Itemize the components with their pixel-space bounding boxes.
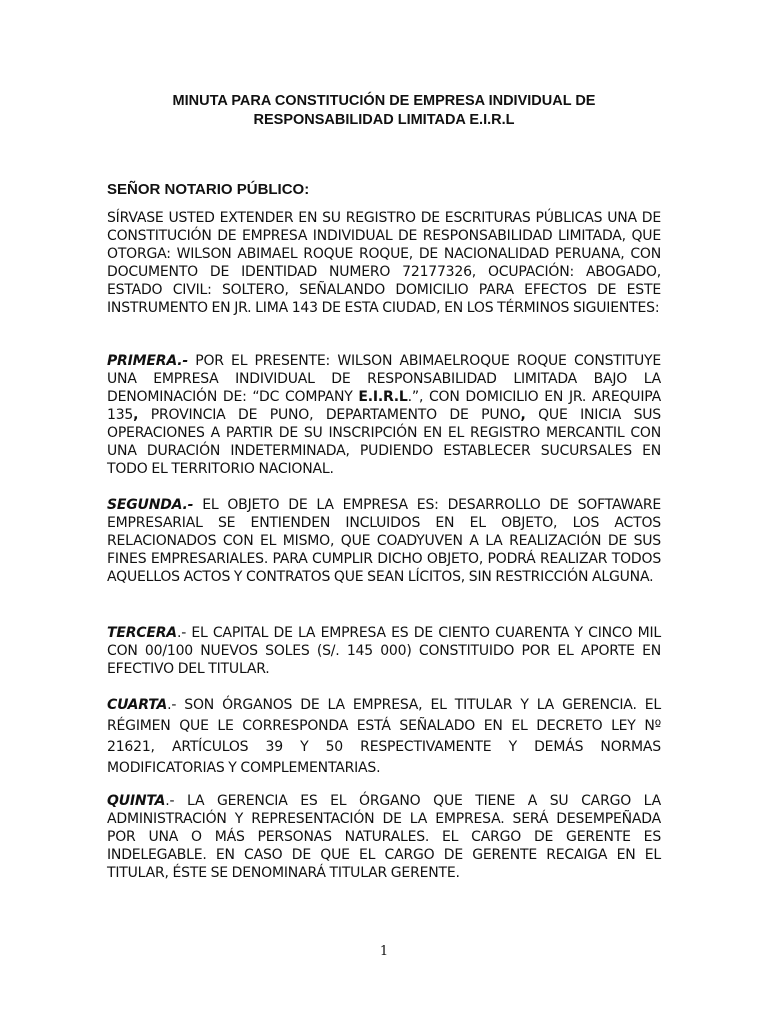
clause-segunda-label: SEGUNDA.-: [107, 497, 194, 513]
clause-segunda: [107, 496, 661, 586]
clause-cuarta-label: CUARTA: [107, 697, 168, 713]
clause-primera-bold-c: ,: [520, 407, 526, 423]
clause-quinta: [107, 792, 661, 882]
clause-primera: [107, 352, 661, 478]
clause-primera-bold-a: E.I.R.L: [358, 389, 408, 405]
document-title: [100, 92, 668, 130]
clause-cuarta-text: .- SON ÓRGANOS DE LA EMPRESA, EL TITULAR Y LA GERENCIA. EL RÉGIMEN QUE LE CORRESPONDA ESTÁ SEÑALADO EN EL DECRETO LEY Nº 21621, ARTÍCULOS 39 Y 50 RESPECTIVAMENTE Y DEMÁS NORMAS MODIFICATORIAS Y COMPLEMENTARIAS.: [107, 697, 661, 776]
intro-paragraph: SÍRVASE USTED EXTENDER EN SU REGISTRO DE ESCRITURAS PÚBLICAS UNA DE CONSTITUCIÓN DE EMPRESA INDIVIDUAL DE RESPONSABILIDAD LIMITADA, QUE OTORGA: WILSON ABIMAEL ROQUE ROQUE, DE NACIONALIDAD PERUANA, CON DOCUMENTO DE IDENTIDAD NUMERO 72177326, OCUPACIÓN: ABOGADO, ESTADO CIVIL: SOLTERO, SEÑALANDO DOMICILIO PARA EFECTOS DE ESTE INSTRUMENTO EN JR. LIMA 143 DE ESTA CIUDAD, EN LOS TÉRMINOS SIGUIENTES:: [107, 210, 661, 316]
clause-segunda-text: EL OBJETO DE LA EMPRESA ES: DESARROLLO DE SOFTAWARE EMPRESARIAL SE ENTIENDEN INCLUIDOS EN EL OBJETO, LOS ACTOS RELACIONADOS CON EL MISMO, QUE COADYUVEN A LA REALIZACIÓN DE SUS FINES EMPRESARIALES. PARA CUMPLIR DICHO OBJETO, PODRÁ REALIZAR TODOS AQUELLOS ACTOS Y CONTRATOS QUE SEAN LÍCITOS, SIN RESTRICCIÓN ALGUNA.: [107, 497, 661, 585]
clause-primera-text-a: POR EL PRESENTE: WILSON ABIMAELROQUE ROQUE CONSTITUYE UNA EMPRESA INDIVIDUAL DE RESPONSABILIDAD LIMITADA BAJO LA DENOMINACIÓN DE: “DC COMPANY: [107, 353, 661, 405]
clause-quinta-label: QUINTA: [107, 793, 166, 809]
clause-primera-label: PRIMERA.-: [107, 353, 188, 369]
clause-tercera: [107, 624, 661, 678]
clause-tercera-text: .- EL CAPITAL DE LA EMPRESA ES DE CIENTO CUARENTA Y CINCO MIL CON 00/100 NUEVOS SOLES (S/. 145 000) CONSTITUIDO POR EL APORTE EN EFECTIVO DEL TITULAR.: [107, 625, 661, 677]
page-number: 1: [379, 944, 389, 959]
salutation: SEÑOR NOTARIO PÚBLICO:: [107, 181, 310, 198]
clause-primera-bold-b: ,: [133, 407, 139, 423]
clause-quinta-text: .- LA GERENCIA ES EL ÓRGANO QUE TIENE A SU CARGO LA ADMINISTRACIÓN Y REPRESENTACIÓN DE LA EMPRESA. SERÁ DESEMPEÑADA POR UNA O MÁS PERSONAS NATURALES. EL CARGO DE GERENTE ES INDELEGABLE. EN CASO DE QUE EL CARGO DE GERENTE RECAIGA EN EL TITULAR, ÉSTE SE DENOMINARÁ TITULAR GERENTE.: [107, 793, 661, 881]
title-line-1: MINUTA PARA CONSTITUCIÓN DE EMPRESA INDIVIDUAL DE: [172, 93, 596, 109]
title-line-2: RESPONSABILIDAD LIMITADA E.I.R.L: [253, 112, 515, 128]
clause-primera-text-d: QUE INICIA SUS OPERACIONES A PARTIR DE SU INSCRIPCIÓN EN EL REGISTRO MERCANTIL CON UNA DURACIÓN INDETERMINADA, PUDIENDO ESTABLECER SUCURSALES EN TODO EL TERRITORIO NACIONAL.: [107, 407, 661, 477]
clause-primera-text-b: .”, CON DOMICILIO EN JR. AREQUIPA 135: [107, 389, 661, 423]
clause-tercera-label: TERCERA: [107, 625, 177, 641]
clause-primera-text-c: PROVINCIA DE PUNO, DEPARTAMENTO DE PUNO: [138, 407, 521, 423]
clause-cuarta: [107, 695, 661, 779]
